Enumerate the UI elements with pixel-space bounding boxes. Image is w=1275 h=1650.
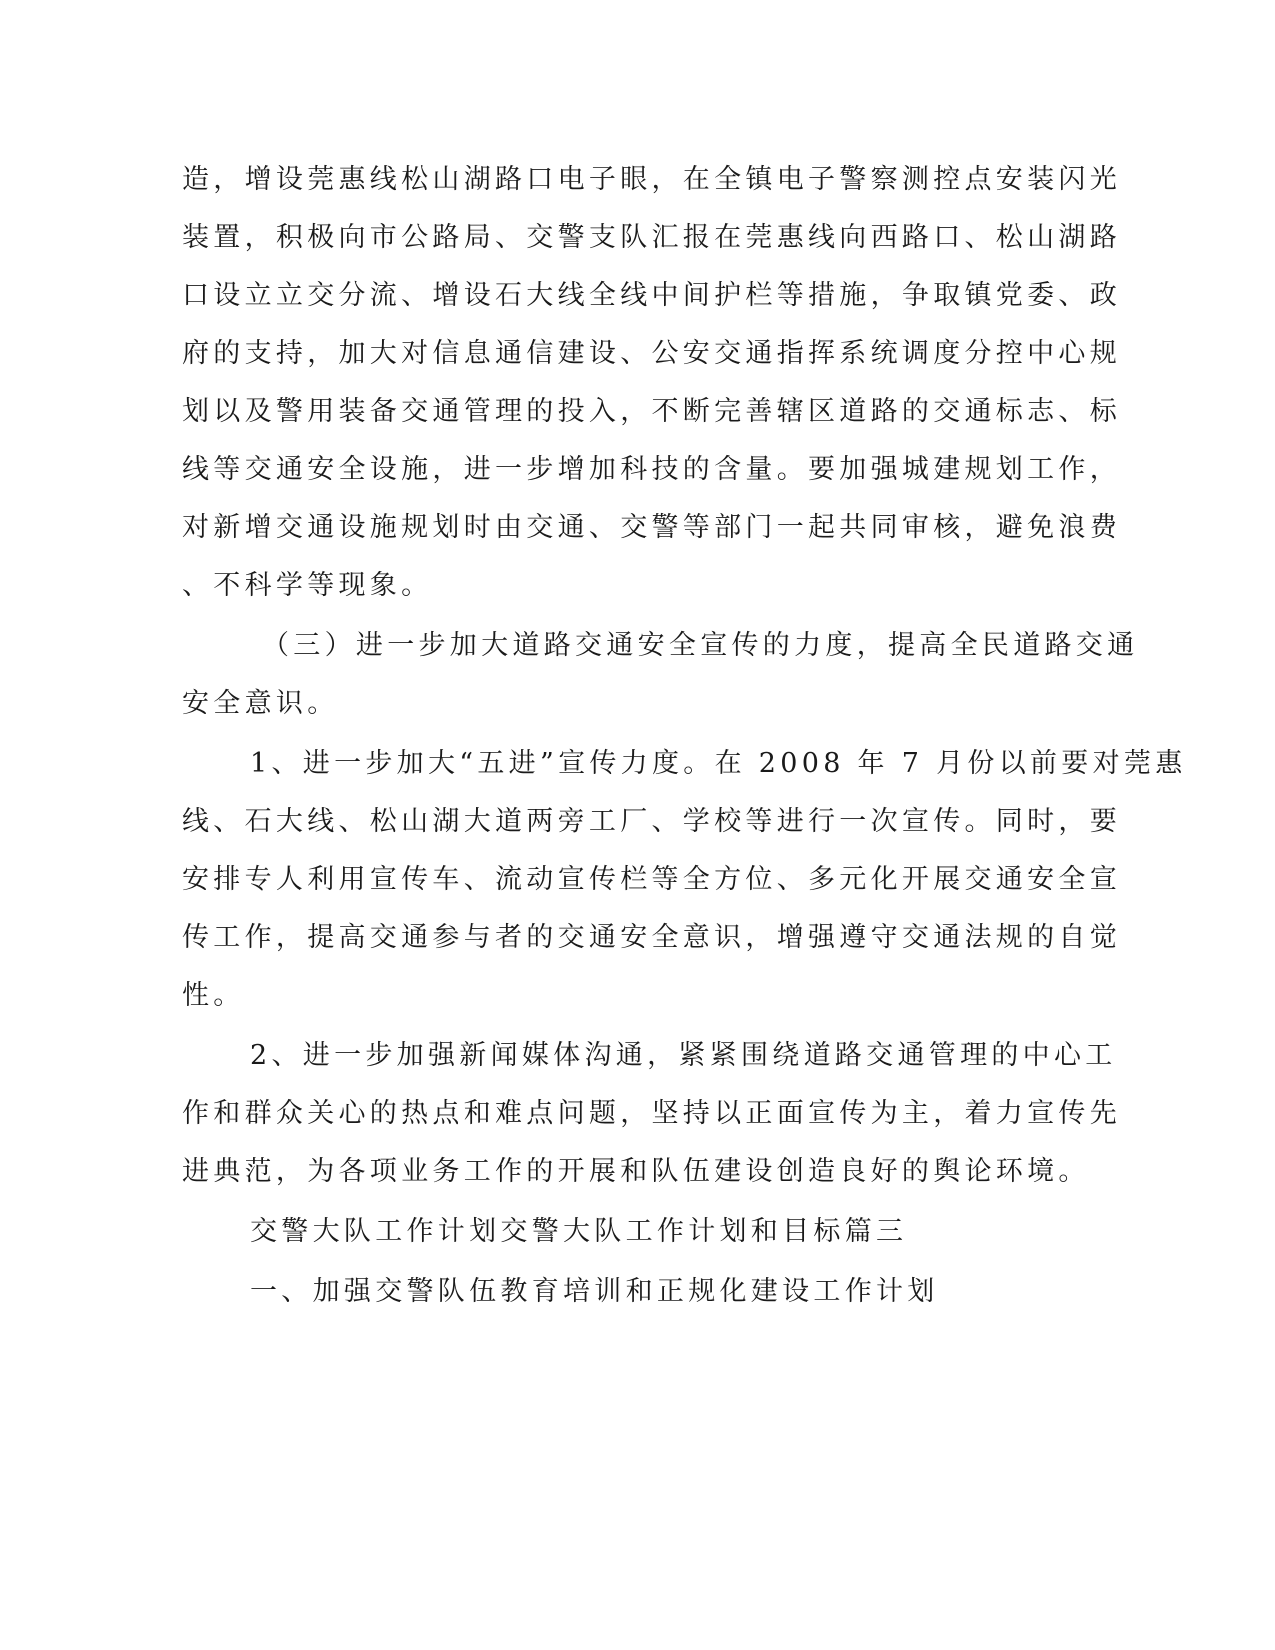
body-line: 传工作，提高交通参与者的交通安全意识，增强遵守交通法规的自觉	[182, 922, 1121, 953]
body-line: 作和群众关心的热点和难点问题，坚持以正面宣传为主，着力宣传先	[182, 1098, 1121, 1129]
body-line: 对新增交通设施规划时由交通、交警等部门一起共同审核，避免浪费	[182, 512, 1121, 543]
body-line: 装置，积极向市公路局、交警支队汇报在莞惠线向西路口、松山湖路	[182, 222, 1121, 253]
body-line: 线、石大线、松山湖大道两旁工厂、学校等进行一次宣传。同时，要	[182, 806, 1121, 837]
list-item-2: 2、进一步加强新闻媒体沟通，紧紧围绕道路交通管理的中心工	[250, 1040, 1117, 1071]
body-line: 、不科学等现象。	[182, 570, 433, 601]
body-line: 性。	[182, 980, 245, 1011]
article-title: 交警大队工作计划交警大队工作计划和目标篇三	[250, 1216, 908, 1247]
body-line: 府的支持，加大对信息通信建设、公安交通指挥系统调度分控中心规	[182, 338, 1121, 369]
body-line: 口设立立交分流、增设石大线全线中间护栏等措施，争取镇党委、政	[182, 280, 1121, 311]
list-item-1: 1、进一步加大“五进”宣传力度。在 2008 年 7 月份以前要对莞惠	[250, 748, 1187, 779]
body-line: 安全意识。	[182, 688, 339, 719]
body-line: 进典范，为各项业务工作的开展和队伍建设创造良好的舆论环境。	[182, 1156, 1090, 1187]
section-heading: （三）进一步加大道路交通安全宣传的力度，提高全民道路交通	[262, 630, 1139, 661]
body-line: 划以及警用装备交通管理的投入，不断完善辖区道路的交通标志、标	[182, 396, 1121, 427]
section-heading: 一、加强交警队伍教育培训和正规化建设工作计划	[250, 1276, 939, 1307]
body-line: 造，增设莞惠线松山湖路口电子眼，在全镇电子警察测控点安装闪光	[182, 164, 1121, 195]
body-line: 安排专人利用宣传车、流动宣传栏等全方位、多元化开展交通安全宣	[182, 864, 1121, 895]
body-line: 线等交通安全设施，进一步增加科技的含量。要加强城建规划工作，	[182, 454, 1121, 485]
